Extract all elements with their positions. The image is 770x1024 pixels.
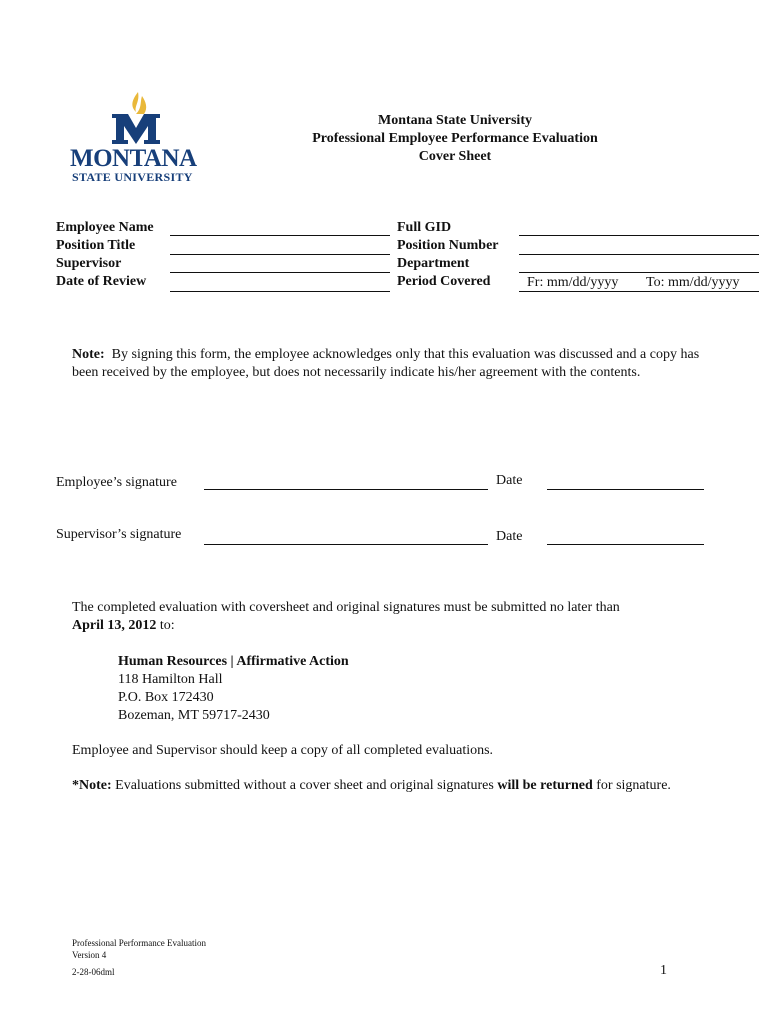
employee-signature-label: Employee’s signature bbox=[56, 475, 177, 490]
title-form-name: Professional Employee Performance Evaluation bbox=[312, 131, 598, 146]
note-label: Note: bbox=[72, 347, 105, 362]
footer-code: 2-28-06dml bbox=[72, 967, 115, 977]
period-from-field[interactable]: Fr: mm/dd/yyyy bbox=[527, 275, 619, 290]
address-line1: 118 Hamilton Hall bbox=[118, 672, 223, 687]
title-cover-sheet: Cover Sheet bbox=[418, 149, 492, 164]
supervisor-label: Supervisor bbox=[56, 256, 122, 271]
final-note-text: Evaluations submitted without a cover sheet and original signatures bbox=[111, 778, 498, 793]
period-covered-label: Period Covered bbox=[397, 274, 491, 289]
position-title-label: Position Title bbox=[56, 238, 136, 253]
employee-signature-field[interactable] bbox=[204, 489, 488, 490]
title-university: Montana State University bbox=[378, 113, 532, 128]
logo-wordmark-montana: MONTANA bbox=[70, 145, 197, 172]
period-to-field[interactable]: To: mm/dd/yyyy bbox=[646, 275, 740, 290]
supervisor-signature-field[interactable] bbox=[204, 544, 488, 545]
date-of-review-field[interactable] bbox=[170, 291, 390, 292]
position-number-field[interactable] bbox=[519, 254, 759, 255]
supervisor-date-label: Date bbox=[496, 529, 523, 544]
department-field[interactable] bbox=[519, 272, 759, 273]
date-of-review-label: Date of Review bbox=[56, 274, 147, 289]
note-text: By signing this form, the employee acknowledges only that this evaluation was discussed and a copy has been received by the employee, but does not necessarily indicate his/her agreement with the contents. bbox=[72, 347, 700, 380]
msu-m-mark-icon bbox=[70, 90, 202, 146]
final-note-bold: will be returned bbox=[497, 778, 593, 793]
msu-logo bbox=[70, 90, 202, 186]
employee-date-field[interactable] bbox=[547, 489, 704, 490]
supervisor-field[interactable] bbox=[170, 272, 390, 273]
acknowledgement-note bbox=[72, 346, 712, 382]
final-note-tail: for signature. bbox=[592, 778, 671, 793]
submission-to: to: bbox=[156, 618, 175, 633]
full-gid-field[interactable] bbox=[519, 235, 759, 236]
logo-wordmark-state-university: STATE UNIVERSITY bbox=[72, 170, 193, 184]
supervisor-date-field[interactable] bbox=[547, 544, 704, 545]
supervisor-signature-label: Supervisor’s signature bbox=[56, 527, 182, 542]
address-org: Human Resources | Affirmative Action bbox=[118, 654, 349, 669]
employee-date-label: Date bbox=[496, 473, 523, 488]
footer-version: Version 4 bbox=[72, 950, 107, 960]
footer-form-name: Professional Performance Evaluation bbox=[72, 938, 206, 948]
page-number: 1 bbox=[660, 963, 667, 978]
full-gid-label: Full GID bbox=[397, 220, 452, 235]
department-label: Department bbox=[397, 256, 470, 271]
final-note-label: *Note: bbox=[72, 778, 112, 793]
position-number-label: Position Number bbox=[397, 238, 499, 253]
address-line2: P.O. Box 172430 bbox=[118, 690, 214, 705]
period-covered-underline bbox=[519, 291, 759, 292]
address-line3: Bozeman, MT 59717-2430 bbox=[118, 708, 270, 723]
page-title bbox=[250, 112, 660, 166]
hr-address bbox=[118, 653, 518, 725]
final-note bbox=[72, 777, 692, 795]
submission-instructions bbox=[72, 599, 712, 635]
copy-note: Employee and Supervisor should keep a copy of all completed evaluations. bbox=[72, 743, 494, 758]
employee-name-field[interactable] bbox=[170, 235, 390, 236]
position-title-field[interactable] bbox=[170, 254, 390, 255]
employee-name-label: Employee Name bbox=[56, 220, 154, 235]
submission-deadline: April 13, 2012 bbox=[72, 618, 157, 633]
submission-text: The completed evaluation with coversheet and original signatures must be submitted no later than bbox=[72, 600, 620, 615]
